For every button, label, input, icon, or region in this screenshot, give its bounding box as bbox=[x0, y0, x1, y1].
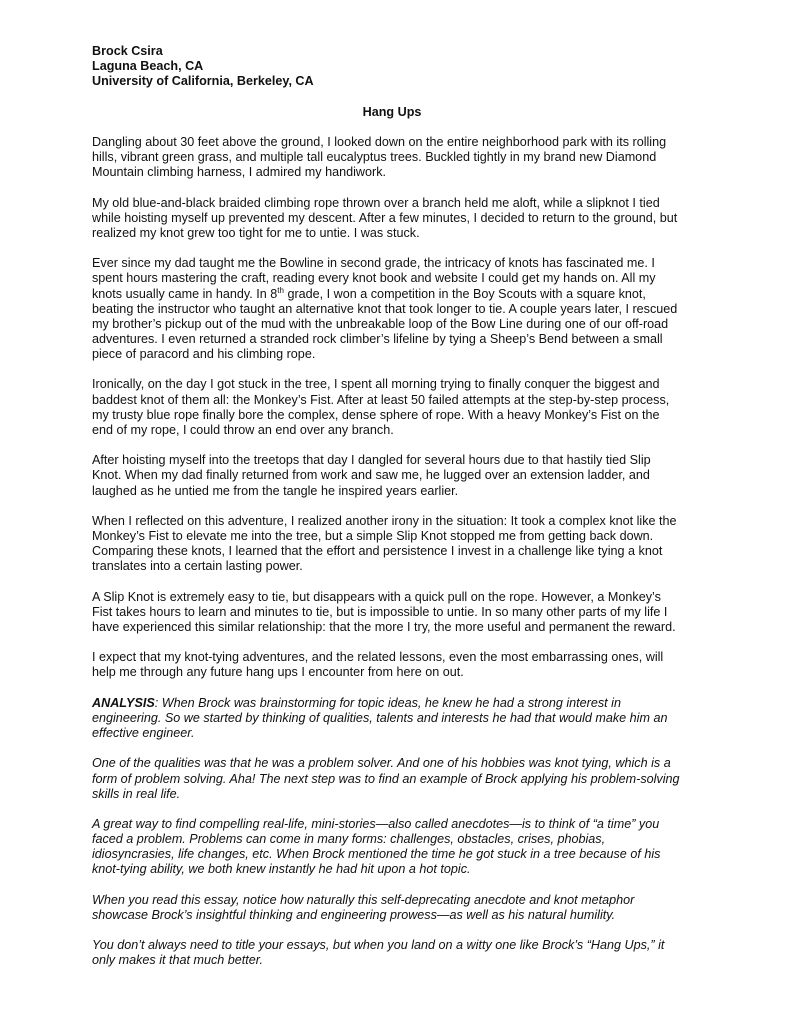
text-line: spent hours mastering the craft, reading every knot book and website I could get my hands on. All my bbox=[92, 271, 656, 286]
text-segment: knots usually came in handy. In 8 bbox=[92, 286, 278, 301]
text-line: Fist takes hours to learn and minutes to tie, but is impossible to untie. In so many other parts of my life I bbox=[92, 604, 668, 619]
text-line: only makes it that much better. bbox=[92, 953, 264, 968]
text-line bbox=[92, 287, 732, 302]
essay-paragraph bbox=[92, 590, 732, 635]
essay-paragraph bbox=[92, 196, 732, 241]
text-line: my brother’s pickup out of the mud with the unbreakable loop of the Bow Line during one of our off-road bbox=[92, 316, 669, 331]
text-line: Ever since my dad taught me the Bowline in second grade, the intricacy of knots has fascinated me. I bbox=[92, 256, 655, 271]
text-line: Knot. When my dad finally returned from work and saw me, he lugged over an extension ladder, and bbox=[92, 468, 650, 483]
text-line bbox=[92, 696, 732, 711]
text-line: adventures. I even returned a stranded rock climber’s lifeline by tying a Sheep’s Bend between a small bbox=[92, 331, 663, 346]
ordinal-superscript: th bbox=[277, 285, 284, 295]
text-line: end of my rope, I could throw an end over any branch. bbox=[92, 422, 394, 437]
text-line: I expect that my knot-tying adventures, and the related lessons, even the most embarrassing ones, will bbox=[92, 650, 664, 665]
text-line: beating the instructor who taught an alternative knot that took longer to tie. A couple years later, I rescued bbox=[92, 301, 678, 316]
text-line: help me through any future hang ups I encounter from here on out. bbox=[92, 665, 464, 680]
text-line: skills in real life. bbox=[92, 786, 181, 801]
essay-body bbox=[92, 135, 732, 681]
text-segment: grade, I won a competition in the Boy Scouts with a square knot, bbox=[283, 286, 646, 301]
analysis-paragraph bbox=[92, 756, 732, 801]
text-line: You don’t always need to title your essays, but when you land on a witty one like Brock’s “Hang Ups,” it bbox=[92, 938, 665, 953]
text-line: Comparing these knots, I learned that the effort and persistence I invest in a challenge like tying a knot bbox=[92, 544, 663, 559]
text-line: my trusty blue rope finally bore the complex, dense sphere of rope. With a heavy Monkey’s Fist on the bbox=[92, 407, 660, 422]
text-line: hills, vibrant green grass, and multiple tall eucalyptus trees. Buckled tightly in my brand new Diamond bbox=[92, 150, 657, 165]
analysis-paragraph bbox=[92, 817, 732, 878]
analysis-label: ANALYSIS bbox=[92, 695, 155, 710]
text-line: knot-tying ability, we both knew instantly he had hit upon a hot topic. bbox=[92, 862, 471, 877]
text-line: Ironically, on the day I got stuck in the tree, I spent all morning trying to finally conquer the biggest and bbox=[92, 377, 660, 392]
text-line: have experienced this similar relationship: that the more I try, the more useful and permanent the reward. bbox=[92, 619, 676, 634]
essay-paragraph bbox=[92, 135, 732, 180]
text-line: Mountain climbing harness, I admired my handiwork. bbox=[92, 165, 386, 180]
text-line: My old blue-and-black braided climbing rope thrown over a branch held me aloft, while a slipknot I tied bbox=[92, 195, 660, 210]
text-line: Monkey’s Fist to elevate me into the tree, but a simple Slip Knot stopped me from getting back down. bbox=[92, 529, 654, 543]
essay-paragraph bbox=[92, 256, 732, 362]
essay-paragraph bbox=[92, 453, 732, 498]
text-line: baddest knot of them all: the Monkey’s Fist. After at least 50 failed attempts at the step-by-step process, bbox=[92, 392, 670, 407]
text-line: piece of paracord and his climbing rope. bbox=[92, 347, 316, 362]
essay-paragraph bbox=[92, 650, 732, 680]
text-line: A great way to find compelling real-life, mini-stories—also called anecdotes—is to think of “a time” you bbox=[92, 816, 660, 831]
text-line: realized my knot grew too tight for me to untie. I was stuck. bbox=[92, 225, 420, 240]
text-line: engineering. So we started by thinking of qualities, talents and interests he had that would make him an bbox=[92, 710, 668, 725]
text-line: A Slip Knot is extremely easy to tie, but disappears with a quick pull on the rope. However, a Monkey’s bbox=[92, 589, 661, 604]
text-line: effective engineer. bbox=[92, 726, 195, 741]
text-line: After hoisting myself into the treetops that day I dangled for several hours due to that hastily tied Slip bbox=[92, 453, 651, 468]
text-line: showcase Brock’s insightful thinking and engineering prowess—as well as his natural humility. bbox=[92, 907, 616, 922]
text-line: laughed as he untied me from the tangle he inspired years earlier. bbox=[92, 483, 459, 498]
analysis-paragraph bbox=[92, 696, 732, 741]
text-line: while hoisting myself up prevented my descent. After a few minutes, I decided to return to the ground, but bbox=[92, 210, 678, 225]
document-page bbox=[92, 44, 732, 984]
author-header bbox=[92, 44, 732, 89]
analysis-section bbox=[92, 696, 732, 969]
author-name: Brock Csira bbox=[92, 44, 163, 58]
analysis-paragraph bbox=[92, 938, 732, 968]
text-line: One of the qualities was that he was a problem solver. And one of his hobbies was knot tying, which is a bbox=[92, 756, 671, 771]
essay-paragraph bbox=[92, 514, 732, 575]
text-line: faced a problem. Problems can come in many forms: challenges, obstacles, crises, phobias, bbox=[92, 832, 606, 847]
author-university: University of California, Berkeley, CA bbox=[92, 74, 314, 89]
text-line: Dangling about 30 feet above the ground, I looked down on the entire neighborhood park with its rolling bbox=[92, 134, 667, 149]
text-line: idiosyncrasies, life changes, etc. When Brock mentioned the time he got stuck in a tree because of his bbox=[92, 847, 661, 862]
author-hometown: Laguna Beach, CA bbox=[92, 59, 204, 74]
essay-paragraph bbox=[92, 377, 732, 438]
text-line: When you read this essay, notice how naturally this self-deprecating anecdote and knot metaphor bbox=[92, 892, 635, 907]
text-line: translates into a certain lasting power. bbox=[92, 559, 303, 574]
text-line: form of problem solving. Aha! The next step was to find an example of Brock applying his problem-solving bbox=[92, 771, 680, 786]
text-segment: : When Brock was brainstorming for topic ideas, he knew he had a strong interest in bbox=[154, 695, 621, 710]
analysis-paragraph bbox=[92, 893, 732, 923]
text-line: When I reflected on this adventure, I realized another irony in the situation: It took a complex knot like the bbox=[92, 513, 677, 528]
essay-title: Hang Ups bbox=[362, 104, 422, 119]
